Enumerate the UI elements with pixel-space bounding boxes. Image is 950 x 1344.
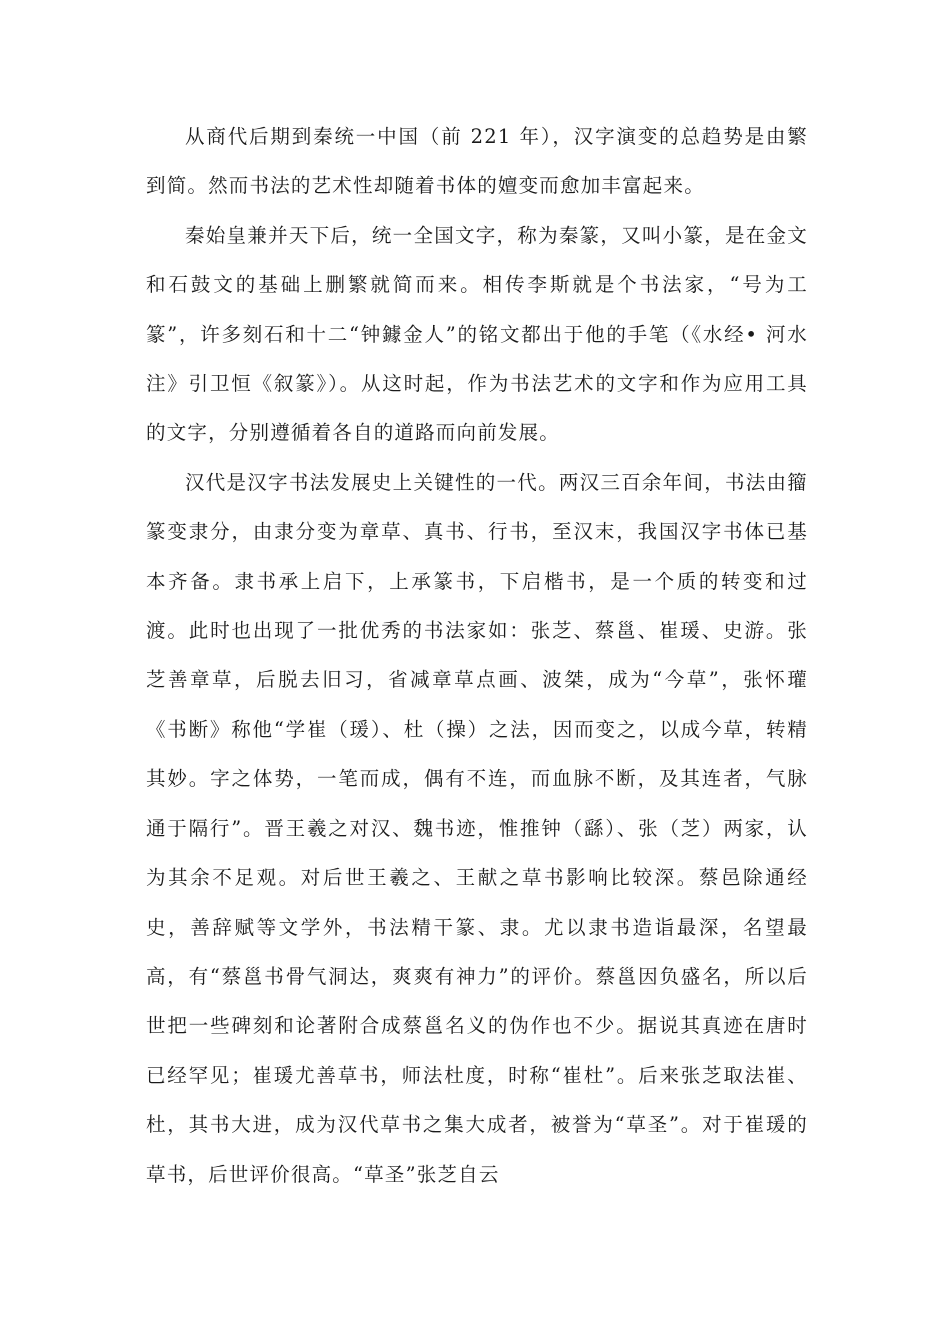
- document-body: [146, 112, 808, 1199]
- paragraph-2: 秦始皇兼并天下后，统一全国文字，称为秦篆，又叫小篆，是在金文和石鼓文的基础上删繁就简而来。相传李斯就是个书法家，“号为工篆”，许多刻石和十二“钟鐻金人”的铭文都出于他的手笔（《水经• 河水注》引卫恒《叙篆》）。从这时起，作为书法艺术的文字和作为应用工具的文字，分别遵循着各自的道路而向前发展。: [146, 223, 808, 445]
- paragraph-3: 汉代是汉字书法发展史上关键性的一代。两汉三百余年间，书法由籀篆变隶分，由隶分变为章草、真书、行书，至汉末，我国汉字书体已基本齐备。隶书承上启下，上承篆书，下启楷书，是一个质的转变和过渡。此时也出现了一批优秀的书法家如：张芝、蔡邕、崔瑗、史游。张芝善章草，后脱去旧习，省减章草点画、波桀，成为“今草”，张怀瓘《书断》称他“学崔（瑗）、杜（操）之法，因而变之，以成今草，转精其妙。字之体势，一笔而成，偶有不连，而血脉不断，及其连者，气脉通于隔行”。晋王羲之对汉、魏书迹，惟推钟（繇）、张（芝）两家，认为其余不足观。对后世王羲之、王献之草书影响比较深。蔡邑除通经史，善辞赋等文学外，书法精干篆、隶。尤以隶书造诣最深，名望最高，有“蔡邕书骨气洞达，爽爽有神力”的评价。蔡邕因负盛名，所以后世把一些碑刻和论著附合成蔡邕名义的伪作也不少。据说其真迹在唐时已经罕见；崔瑗尤善草书，师法杜度，时称“崔杜”。后来张芝取法崔、杜，其书大进，成为汉代草书之集大成者，被誉为“草圣”。对于崔瑗的草书，后世评价很高。“草圣”张芝自云: [146, 470, 808, 1186]
- paragraph-1: 从商代后期到秦统一中国（前 221 年），汉字演变的总趋势是由繁到简。然而书法的艺术性却随着书体的嬗变而愈加丰富起来。: [146, 125, 808, 198]
